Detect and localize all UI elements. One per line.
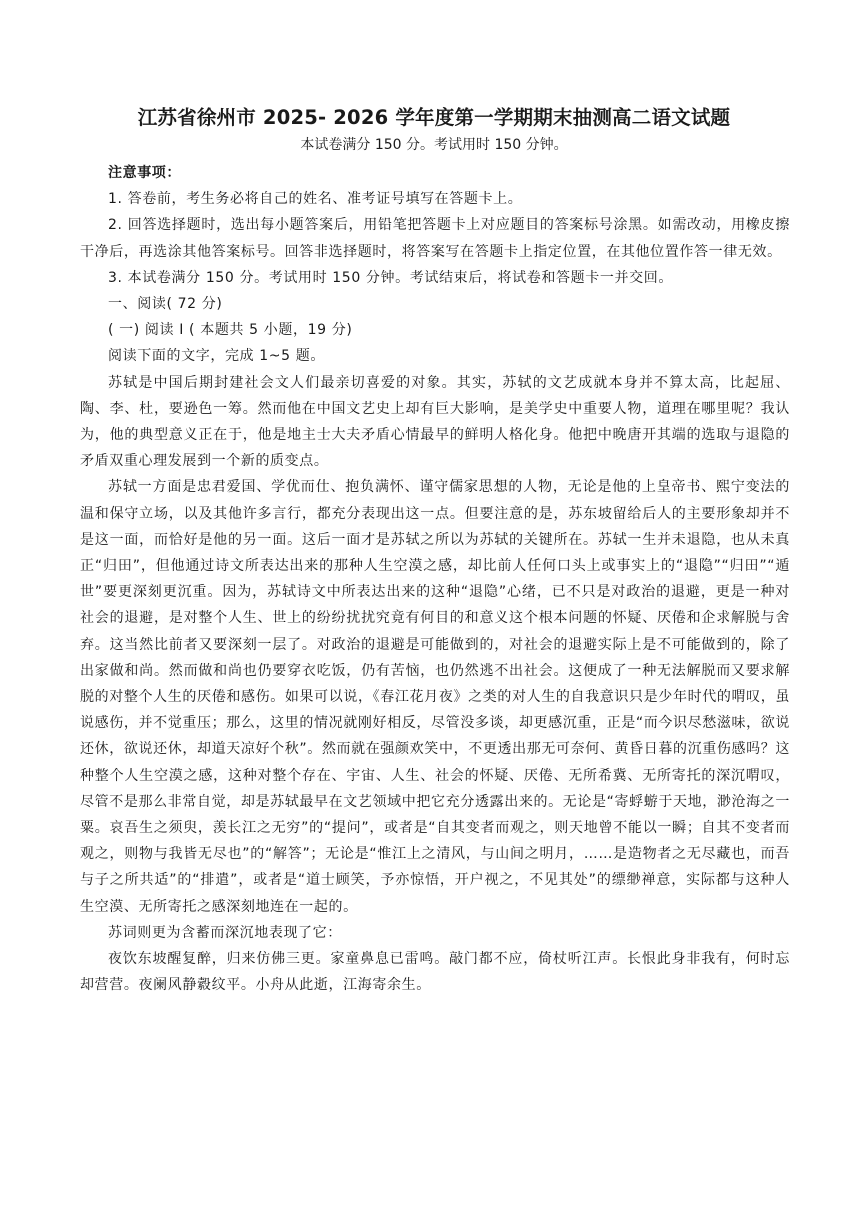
note-item-1: 1. 答卷前，考生务必将自己的姓名、准考证号填写在答题卡上。 <box>108 191 523 208</box>
passage-paragraph-1: 苏轼是中国后期封建社会文人们最亲切喜爱的对象。其实，苏轼的文艺成就本身并不算太高，比起屈、陶、李、杜，要逊色一筹。然而他在中国文艺史上却有巨大影响，是美学史中重要人物，道理在哪里呢？我认为，他的典型意义正在于，他是地主士大夫矛盾心情最早的鲜明人格化身。他把中晚唐开其端的选取与退隐的矛盾双重心理发展到一个新的质变点。 <box>80 374 790 470</box>
passage-paragraph-3: 苏词则更为含蓄而深沉地表现了它： <box>108 924 342 941</box>
note-item-3: 3. 本试卷满分 150 分。考试用时 150 分钟。考试结束后，将试卷和答题卡一并交回。 <box>108 269 673 286</box>
section-heading: 一、阅读( 72 分) <box>108 296 223 313</box>
note-item-2: 2. 回答选择题时，选出每小题答案后，用铅笔把答题卡上对应题目的答案标号涂黑。如需改动，用橡皮擦干净后，再选涂其他答案标号。回答非选择题时，将答案写在答题卡上指定位置，在其他位置作答一律无效。 <box>80 217 790 260</box>
reading-instruction: 阅读下面的文字，完成 1~5 题。 <box>108 348 325 365</box>
subsection-heading: ( 一) 阅读 I ( 本题共 5 小题，19 分) <box>108 322 353 339</box>
exam-title: 江苏省徐州市 2025- 2026 学年度第一学期期末抽测高二语文试题 <box>137 106 731 129</box>
exam-subtitle: 本试卷满分 150 分。考试用时 150 分钟。 <box>300 137 568 153</box>
passage-paragraph-2: 苏轼一方面是忠君爱国、学优而仕、抱负满怀、谨守儒家思想的人物，无论是他的上皇帝书、熙宁变法的温和保守立场，以及其他许多言行，都充分表现出这一点。但要注意的是，苏东坡留给后人的主要形象却并不是这一面，而恰好是他的另一面。这后一面才是苏轼之所以为苏轼的关键所在。苏轼一生并未退隐，也从未真正“归田”，但他通过诗文所表达出来的那种人生空漠之感，却比前人任何口头上或事实上的“退隐”“归田”“遁世”要更深刻更沉重。因为，苏轼诗文中所表达出来的这种“退隐”心绪，已不只是对政治的退避，更是一种对社会的退避，是对整个人生、世上的纷纷扰扰究竟有何目的和意义这个根本问题的怀疑、厌倦和企求解脱与舍弃。这当然比前者又要深刻一层了。对政治的退避是可能做到的，对社会的退避实际上是不可能做到的，除了出家做和尚。然而做和尚也仍要穿衣吃饭，仍有苦恼，也仍然逃不出社会。这便成了一种无法解脱而又要求解脱的对整个人生的厌倦和感伤。如果可以说，《春江花月夜》之类的对人生的自我意识只是少年时代的喟叹，虽说感伤，并不觉重压；那么，这里的情况就刚好相反，尽管没多谈，却更感沉重，正是“而今识尽愁滋味，欲说还休，欲说还休，却道天凉好个秋”。然而就在强颜欢笑中，不更透出那无可奈何、黄昏日暮的沉重伤感吗？这种整个人生空漠之感，这种对整个存在、宇宙、人生、社会的怀疑、厌倦、无所希冀、无所寄托的深沉喟叹，尽管不是那么非常自觉，却是苏轼最早在文艺领域中把它充分透露出来的。无论是“寄蜉蝣于天地，渺沧海之一粟。哀吾生之须臾，羡长江之无穷”的“提问”，或者是“自其变者而观之，则天地曾不能以一瞬；自其不变者而观之，则物与我皆无尽也”的“解答”；无论是“惟江上之清风，与山间之明月，……是造物者之无尽藏也，而吾与子之所共适”的“排遣”，或者是“道士顾笑，予亦惊悟，开户视之，不见其处”的缥缈禅意，实际都与这种人生空漠、无所寄托之感深刻地连在一起的。 <box>80 479 790 915</box>
passage-poem: 夜饮东坡醒复醉，归来仿佛三更。家童鼻息已雷鸣。敲门都不应，倚杖听江声。长恨此身非我有，何时忘却营营。夜阑风静縠纹平。小舟从此逝，江海寄余生。 <box>80 951 790 994</box>
notes-heading: 注意事项： <box>108 165 181 181</box>
